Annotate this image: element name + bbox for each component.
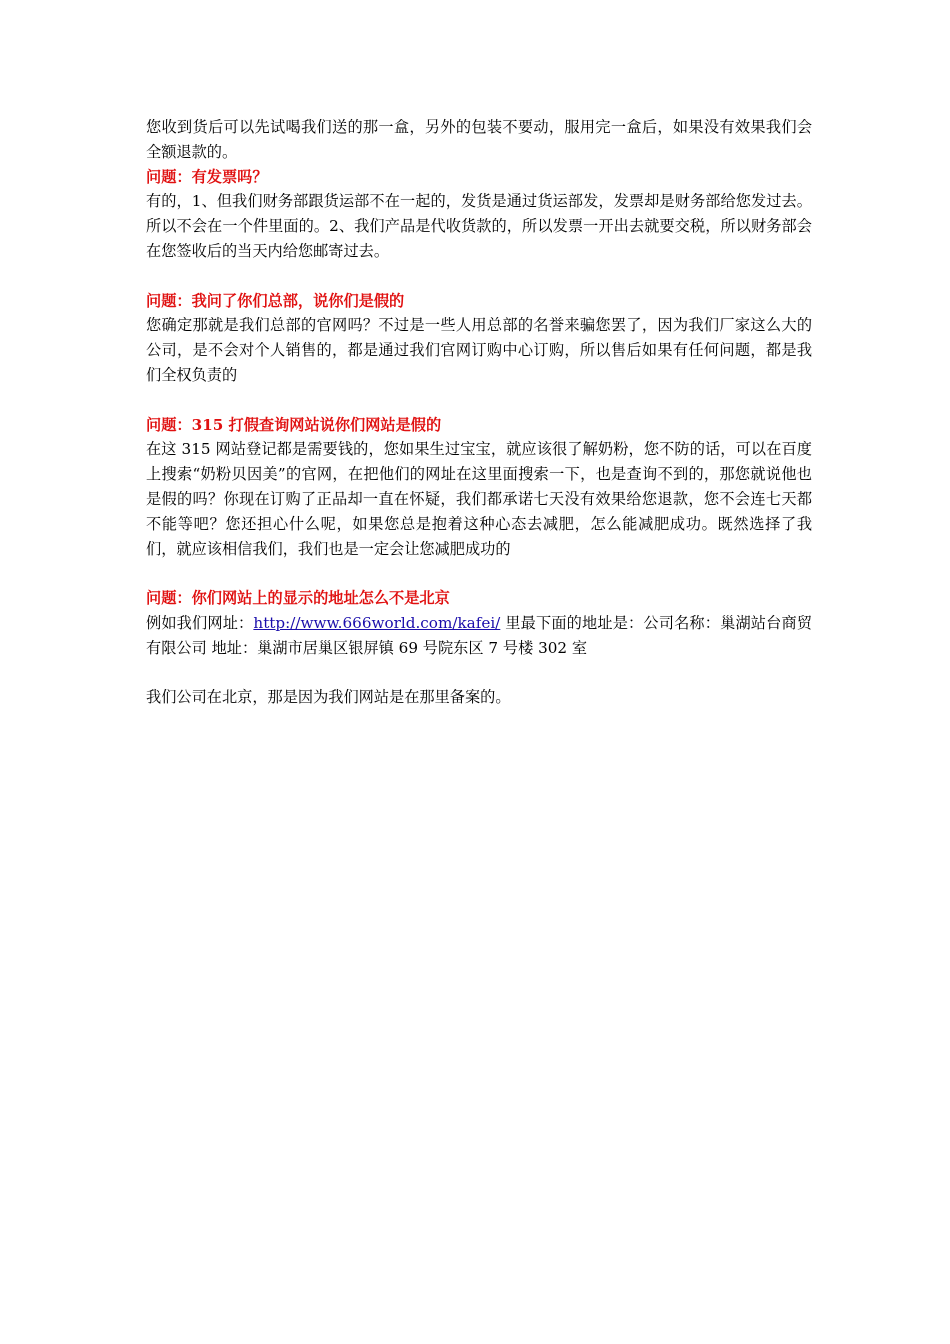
document-page (146, 115, 812, 710)
website-link[interactable]: http://www.666world.com/kafei/ (253, 613, 501, 632)
answer-address (146, 611, 812, 661)
intro-paragraph: 您收到货后可以先试喝我们送的那一盒，另外的包装不要动，服用完一盒后，如果没有效果我们会全额退款的。 (146, 118, 812, 161)
paragraph-gap (146, 561, 812, 586)
question-invoice: 问题：有发票吗？ (146, 167, 268, 186)
answer-address-suffix: 里最下面的地址是：公司名称：巢湖站台商贸有限公司 地址：巢湖市居巢区银屏镇 69 号院东区 7 号楼 302 室 (146, 613, 813, 657)
closing-paragraph: 我们公司在北京，那是因为我们网站是在那里备案的。 (146, 688, 511, 707)
paragraph-gap (146, 264, 812, 289)
paragraph-gap (146, 388, 812, 413)
answer-headquarters: 您确定那就是我们总部的官网吗？不过是一些人用总部的名誉来骗您罢了，因为我们厂家这么大的公司，是不会对个人销售的，都是通过我们官网订购中心订购，所以售后如果有任何问题，都是我们全权负责的 (146, 316, 812, 384)
answer-address-prefix: 例如我们网址： (146, 613, 254, 632)
question-headquarters: 问题：我问了你们总部，说你们是假的 (146, 291, 405, 310)
question-address: 问题：你们网站上的显示的地址怎么不是北京 (146, 589, 450, 608)
paragraph-gap (146, 661, 812, 686)
answer-315: 在这 315 网站登记都是需要钱的，您如果生过宝宝，就应该很了解奶粉，您不防的话，可以在百度上搜索“奶粉贝因美”的官网，在把他们的网址在这里面搜索一下，也是查询不到的，那您就说他也是假的吗？你现在订购了正品却一直在怀疑，我们都承诺七天没有效果给您退款，您不会连七天都不能等吧？您还担心什么呢，如果您总是抱着这种心态去减肥，怎么能减肥成功。既然选择了我们，就应该相信我们，我们也是一定会让您减肥成功的 (146, 440, 812, 558)
question-315: 问题：315 打假查询网站说你们网站是假的 (146, 415, 442, 434)
answer-invoice: 有的，1、但我们财务部跟货运部不在一起的，发货是通过货运部发，发票却是财务部给您发过去。所以不会在一个件里面的。2、我们产品是代收货款的，所以发票一开出去就要交税，所以财务部会在您签收后的当天内给您邮寄过去。 (146, 192, 812, 260)
